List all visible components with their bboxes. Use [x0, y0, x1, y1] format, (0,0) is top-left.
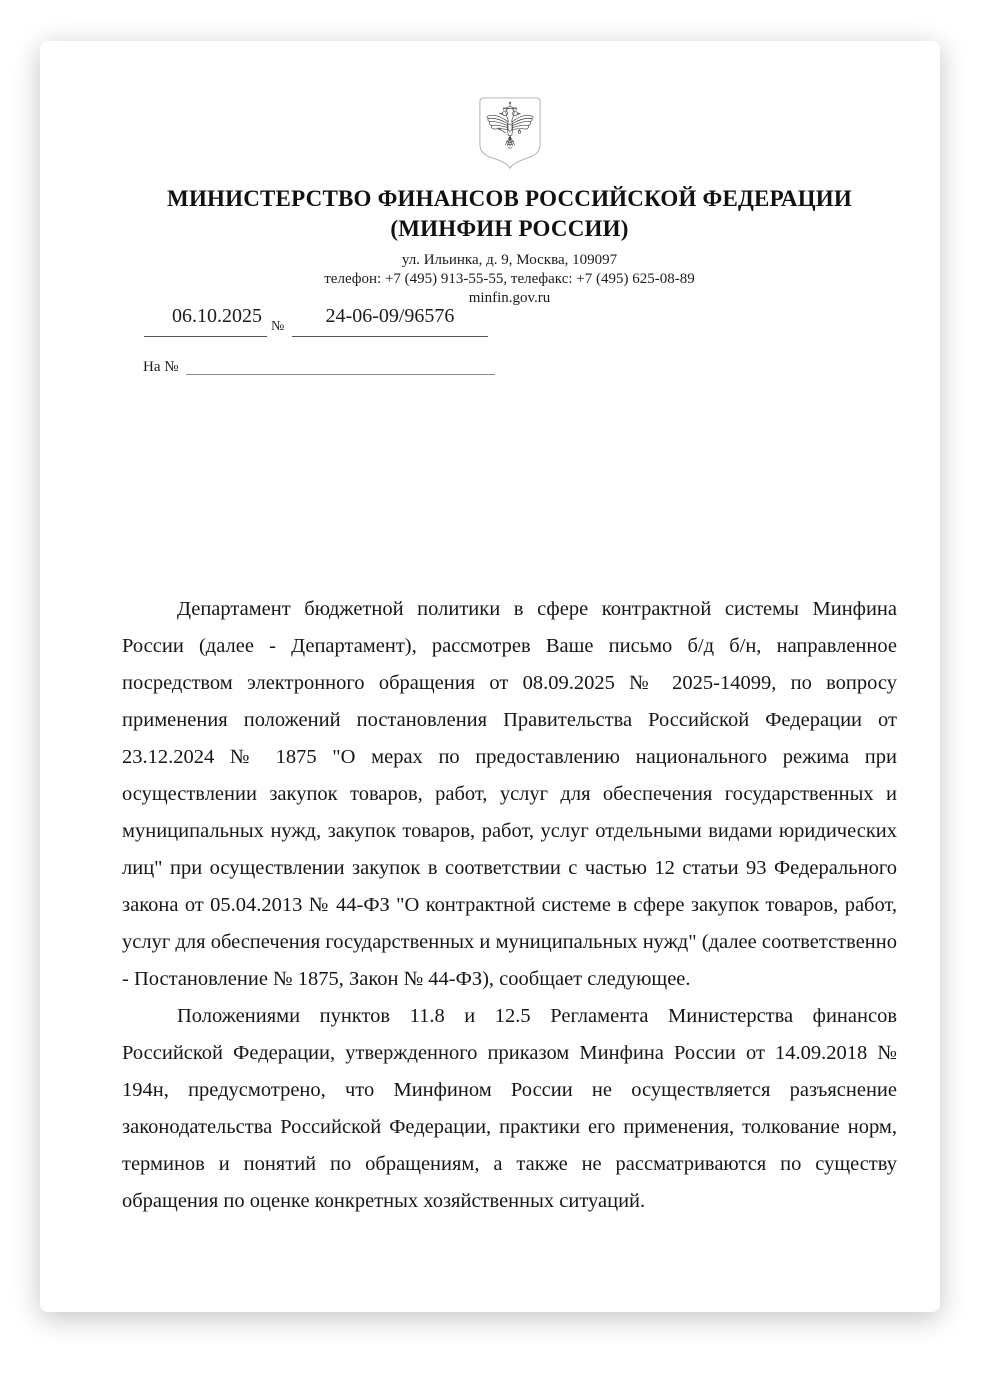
- phone-fax-line: телефон: +7 (495) 913-55-55, телефакс: +7 (495) 625-08-89: [324, 271, 695, 287]
- website-text: minfin.gov.ru: [468, 290, 551, 306]
- number-underline: [292, 336, 488, 337]
- date-underline: [144, 336, 267, 337]
- org-name-line-2: (МИНФИН РОССИИ): [390, 216, 629, 241]
- reply-underline: [186, 374, 495, 375]
- letterhead-contacts: [122, 251, 897, 308]
- postal-address: ул. Ильинка, д. 9, Москва, 109097: [401, 252, 618, 268]
- letter-body: [122, 591, 897, 1220]
- russian-coat-of-arms-icon: [478, 96, 542, 169]
- reply-to-label: На №: [143, 359, 179, 375]
- organization-name: [122, 184, 897, 244]
- body-paragraph-1: Департамент бюджетной политики в сфере контрактной системы Минфина России (далее - Департамент), рассмотрев Ваше письмо б/д б/н, направленное посредством электронного обращения от 08.09.2025 № 2025-14099, по вопросу применения положений постановления Правительства Российской Федерации от 23.12.2024 № 1875 "О мерах по предоставлению национального режима при осуществлении закупок товаров, работ, услуг для обеспечения государственных и муниципальных нужд, закупок товаров, работ, услуг отдельными видами юридических лиц" при осуществлении закупок в соответствии с частью 12 статьи 93 Федерального закона от 05.04.2013 № 44-ФЗ "О контрактной системе в сфере закупок товаров, работ, услуг для обеспечения государственных и муниципальных нужд" (далее соответственно - Постановление № 1875, Закон № 44-ФЗ), сообщает следующее.: [122, 598, 897, 990]
- reference-block: [122, 305, 897, 375]
- number-sign: №: [271, 319, 285, 334]
- body-paragraph-2: Положениями пунктов 11.8 и 12.5 Регламента Министерства финансов Российской Федерации, утвержденного приказом Минфина России от 14.09.2018 № 194н, предусмотрено, что Минфином России не осуществляется разъяснение законодательства Российской Федерации, практики его применения, толкование норм, терминов и понятий по обращениям, а также не рассматриваются по существу обращения по оценке конкретных хозяйственных ситуаций.: [122, 1005, 897, 1212]
- letter-date: 06.10.2025: [172, 305, 262, 327]
- letter-page: [40, 41, 940, 1312]
- org-name-line-1: МИНИСТЕРСТВО ФИНАНСОВ РОССИЙСКОЙ ФЕДЕРАЦИИ: [167, 186, 852, 211]
- outgoing-number: 24-06-09/96576: [325, 305, 455, 327]
